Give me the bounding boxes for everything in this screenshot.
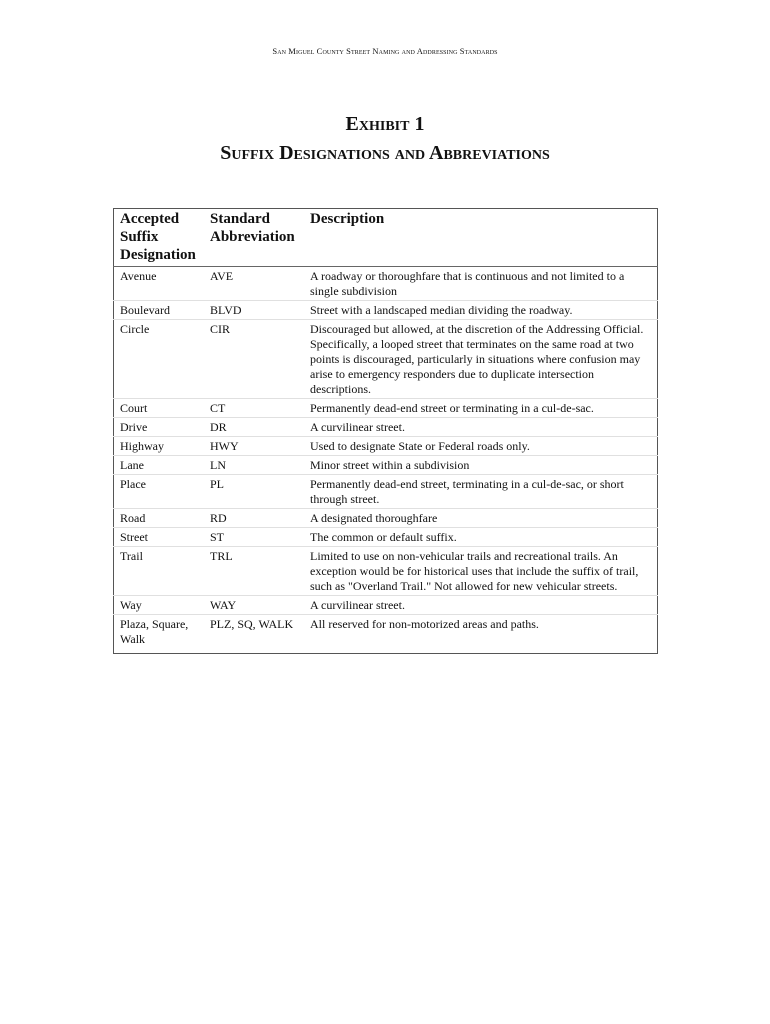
description-cell: A roadway or thoroughfare that is continuous and not limited to a single subdivision [310,269,625,298]
abbreviation-cell: ST [204,528,304,547]
table-row [114,267,658,301]
abbreviation-cell: HWY [204,437,304,456]
description-cell: A curvilinear street. [304,418,658,437]
table-row [114,528,658,547]
column-header-description: Description [304,209,658,267]
table-row [114,547,658,596]
abbreviation-cell: PL [204,475,304,509]
description-cell: Minor street within a subdivision [304,456,658,475]
suffix-cell: Trail [114,547,205,596]
suffix-cell: Highway [114,437,205,456]
running-header: San Miguel County Street Naming and Addressing Standards [272,46,498,56]
table-row [114,456,658,475]
suffix-cell: Circle [114,320,205,399]
table-row [114,437,658,456]
description-cell: The common or default suffix. [304,528,658,547]
description-cell: Street with a landscaped median dividing the roadway. [304,301,658,320]
description-cell: Permanently dead-end street or terminating in a cul-de-sac. [304,399,658,418]
table-row [114,615,658,654]
table-row [114,596,658,615]
suffix-table [113,208,658,654]
description-cell: All reserved for non-motorized areas and paths. [304,615,658,654]
abbreviation-cell: AVE [210,269,234,283]
suffix-cell: Boulevard [114,301,205,320]
column-header-abbreviation: Standard Abbreviation [204,209,304,267]
abbreviation-cell: CT [204,399,304,418]
suffix-cell: Avenue [120,269,157,283]
description-cell: Discouraged but allowed, at the discretion of the Addressing Official. Specifically, a looped street that terminates on the same road at two points is discouraged, particularly in situations where confusion may arise to emergency responders due to duplicate intersection descriptions. [304,320,658,399]
table-row [114,301,658,320]
suffix-cell: Plaza, Square, Walk [114,615,205,654]
abbreviation-cell: BLVD [204,301,304,320]
suffix-cell: Way [114,596,205,615]
abbreviation-cell: DR [204,418,304,437]
table-row [114,509,658,528]
table-row [114,320,658,399]
suffix-cell: Road [114,509,205,528]
abbreviation-cell: PLZ, SQ, WALK [204,615,304,654]
column-header-suffix: Accepted Suffix Designation [114,209,205,267]
description-cell: Limited to use on non-vehicular trails and recreational trails. An exception would be for historical uses that include the suffix of trail, such as "Overland Trail." Not allowed for new vehicular streets. [304,547,658,596]
suffix-cell: Street [114,528,205,547]
table-row [114,475,658,509]
suffix-cell: Court [114,399,205,418]
table-header-row [114,209,658,267]
abbreviation-cell: WAY [204,596,304,615]
suffix-cell: Place [114,475,205,509]
suffix-cell: Drive [114,418,205,437]
exhibit-title: Exhibit 1 [345,113,425,135]
description-cell: Permanently dead-end street, terminating in a cul-de-sac, or short through street. [304,475,658,509]
abbreviation-cell: RD [204,509,304,528]
suffix-cell: Lane [114,456,205,475]
description-cell: A curvilinear street. [304,596,658,615]
abbreviation-cell: LN [204,456,304,475]
description-cell: Used to designate State or Federal roads only. [304,437,658,456]
exhibit-subtitle: Suffix Designations and Abbreviations [220,142,550,164]
table-row [114,399,658,418]
abbreviation-cell: CIR [204,320,304,399]
description-cell: A designated thoroughfare [304,509,658,528]
table-row [114,418,658,437]
abbreviation-cell: TRL [204,547,304,596]
